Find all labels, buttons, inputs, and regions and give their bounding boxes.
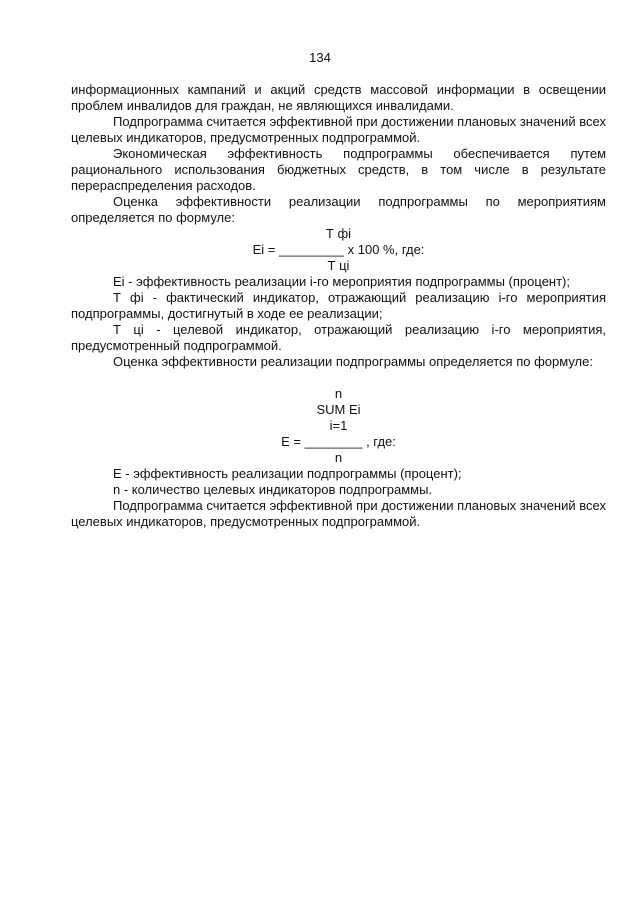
formula-ei bbox=[71, 226, 606, 274]
formula-ei-line: Ei = _________ x 100 %, где: bbox=[252, 242, 425, 257]
formula-e-upper-limit: n bbox=[334, 386, 343, 401]
definition-ei: Ei - эффективность реализации i-го мероприятия подпрограммы (процент); bbox=[113, 274, 570, 289]
definition-n: n - количество целевых индикаторов подпрограммы. bbox=[113, 482, 433, 497]
formula-ei-numerator: Т фі bbox=[325, 226, 352, 241]
formula-e bbox=[71, 386, 606, 466]
formula-e-sum: SUM Ei bbox=[316, 402, 361, 417]
formula-e-denominator: n bbox=[334, 450, 343, 465]
definition-tfi: Т фi - фактический индикатор, отражающий реализацию i-го мероприятия подпрограммы, достигнутый в ходе ее реализации; bbox=[71, 290, 606, 321]
paragraph-continuation: информационных кампаний и акций средств массовой информации в освещении проблем инвалидов для граждан, не являющихся инвалидами. bbox=[71, 82, 606, 113]
formula-ei-denominator: Т цi bbox=[327, 258, 350, 273]
formula-e-lower-limit: i=1 bbox=[329, 418, 348, 433]
formula-e-line: E = ________ , где: bbox=[281, 434, 396, 449]
paragraph-assessment-total: Оценка эффективности реализации подпрограммы определяется по формуле: bbox=[113, 354, 593, 369]
paragraph-assessment-intro: Оценка эффективности реализации подпрограммы по мероприятиям определяется по формуле: bbox=[71, 194, 606, 225]
paragraph-final-condition: Подпрограмма считается эффективной при достижении плановых значений всех целевых индикаторов, предусмотренных подпрограммой. bbox=[71, 498, 606, 529]
paragraph-effectiveness-condition: Подпрограмма считается эффективной при достижении плановых значений всех целевых индикаторов, предусмотренных подпрограммой. bbox=[71, 114, 606, 145]
definition-e: E - эффективность реализации подпрограммы (процент); bbox=[113, 466, 462, 481]
page-number: 134 bbox=[309, 50, 331, 65]
paragraph-economic-effectiveness: Экономическая эффективность подпрограммы обеспечивается путем рационального использования бюджетных средств, в том числе в результате перераспределения расходов. bbox=[71, 146, 606, 193]
definition-tci: Т цi - целевой индикатор, отражающий реализацию i-го мероприятия, предусмотренный подпрограммой. bbox=[71, 322, 606, 353]
spacer bbox=[71, 370, 606, 386]
document-body bbox=[71, 82, 606, 530]
